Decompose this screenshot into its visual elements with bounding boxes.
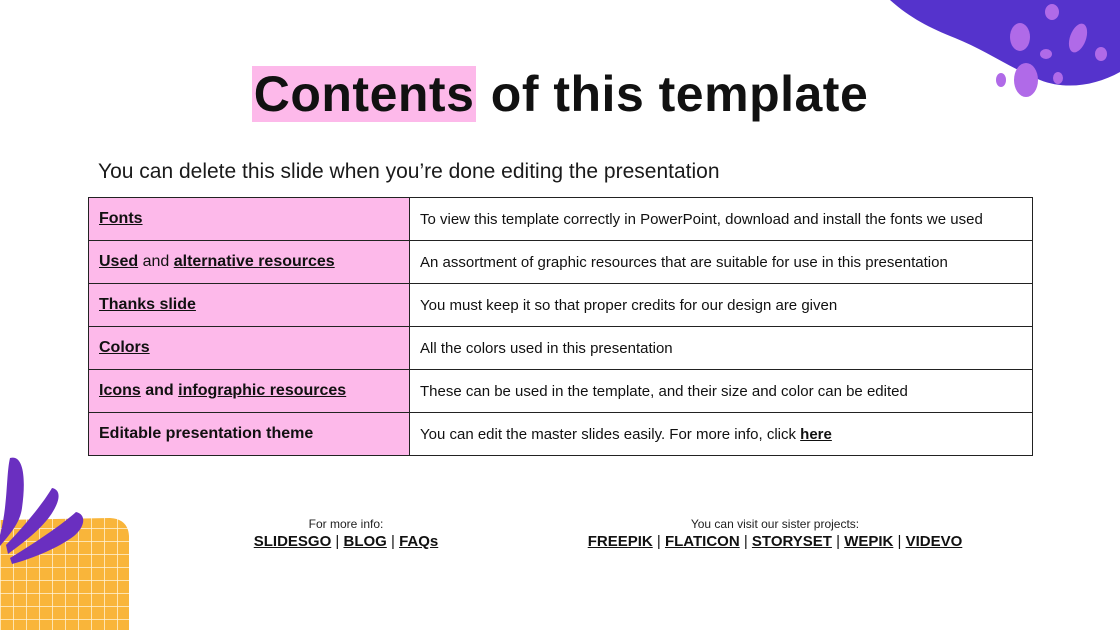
infographic-resources-link[interactable]: infographic resources	[178, 382, 347, 399]
icons-link[interactable]: Icons	[99, 382, 141, 399]
row-value: You must keep it so that proper credits for our design are given	[410, 284, 1033, 327]
table-row	[89, 241, 1033, 284]
row-value: To view this template correctly in PowerPoint, download and install the fonts we used	[410, 198, 1033, 241]
link-separator: |	[331, 533, 344, 550]
plant-grid-decoration	[0, 450, 140, 630]
row-value	[410, 413, 1033, 456]
used-link[interactable]: Used	[99, 253, 139, 270]
alternative-resources-link[interactable]: alternative resources	[173, 253, 335, 270]
title-highlight: Contents	[253, 66, 475, 122]
faqs-link[interactable]: FAQs	[399, 533, 439, 550]
colors-link[interactable]: Colors	[99, 339, 150, 356]
footer-links	[560, 532, 990, 552]
title-rest: of this template	[476, 66, 869, 122]
row-value-text: You can edit the master slides easily. For more info, click	[420, 425, 801, 443]
storyset-link[interactable]: STORYSET	[751, 533, 832, 550]
connector-text: and	[138, 253, 174, 270]
footer-links	[236, 532, 456, 552]
row-value: All the colors used in this presentation	[410, 327, 1033, 370]
row-key-resources	[89, 241, 410, 284]
link-separator: |	[739, 533, 752, 550]
blog-link[interactable]: BLOG	[343, 533, 387, 550]
row-key-icons	[89, 370, 410, 413]
row-value: An assortment of graphic resources that are suitable for use in this presentation	[410, 241, 1033, 284]
row-key-theme: Editable presentation theme	[89, 413, 410, 456]
table-row	[89, 327, 1033, 370]
subtitle: You can delete this slide when you’re done editing the presentation	[98, 160, 720, 183]
wepik-link[interactable]: WEPIK	[844, 533, 894, 550]
connector-text: and	[140, 382, 179, 399]
row-key-thanks	[89, 284, 410, 327]
slidesgo-link[interactable]: SLIDESGO	[253, 533, 332, 550]
link-separator: |	[652, 533, 665, 550]
row-key-colors	[89, 327, 410, 370]
table-row	[89, 198, 1033, 241]
page-title	[0, 60, 1120, 128]
flaticon-link[interactable]: FLATICON	[664, 533, 740, 550]
table-row	[89, 370, 1033, 413]
table-row	[89, 284, 1033, 327]
footer-sister-projects	[560, 516, 990, 552]
link-separator: |	[893, 533, 906, 550]
footer-more-info	[236, 516, 456, 552]
link-separator: |	[831, 533, 845, 550]
thanks-slide-link[interactable]: Thanks slide	[99, 296, 196, 313]
link-separator: |	[386, 533, 400, 550]
videvo-link[interactable]: VIDEVO	[905, 533, 963, 550]
contents-table	[88, 197, 1033, 456]
footer-label: You can visit our sister projects:	[690, 517, 860, 531]
fonts-link[interactable]: Fonts	[99, 210, 143, 227]
freepik-link[interactable]: FREEPIK	[587, 533, 653, 550]
footer-label: For more info:	[308, 517, 384, 531]
table-row	[89, 413, 1033, 456]
row-value: These can be used in the template, and their size and color can be edited	[410, 370, 1033, 413]
here-link[interactable]: here	[800, 425, 832, 443]
row-key-fonts	[89, 198, 410, 241]
